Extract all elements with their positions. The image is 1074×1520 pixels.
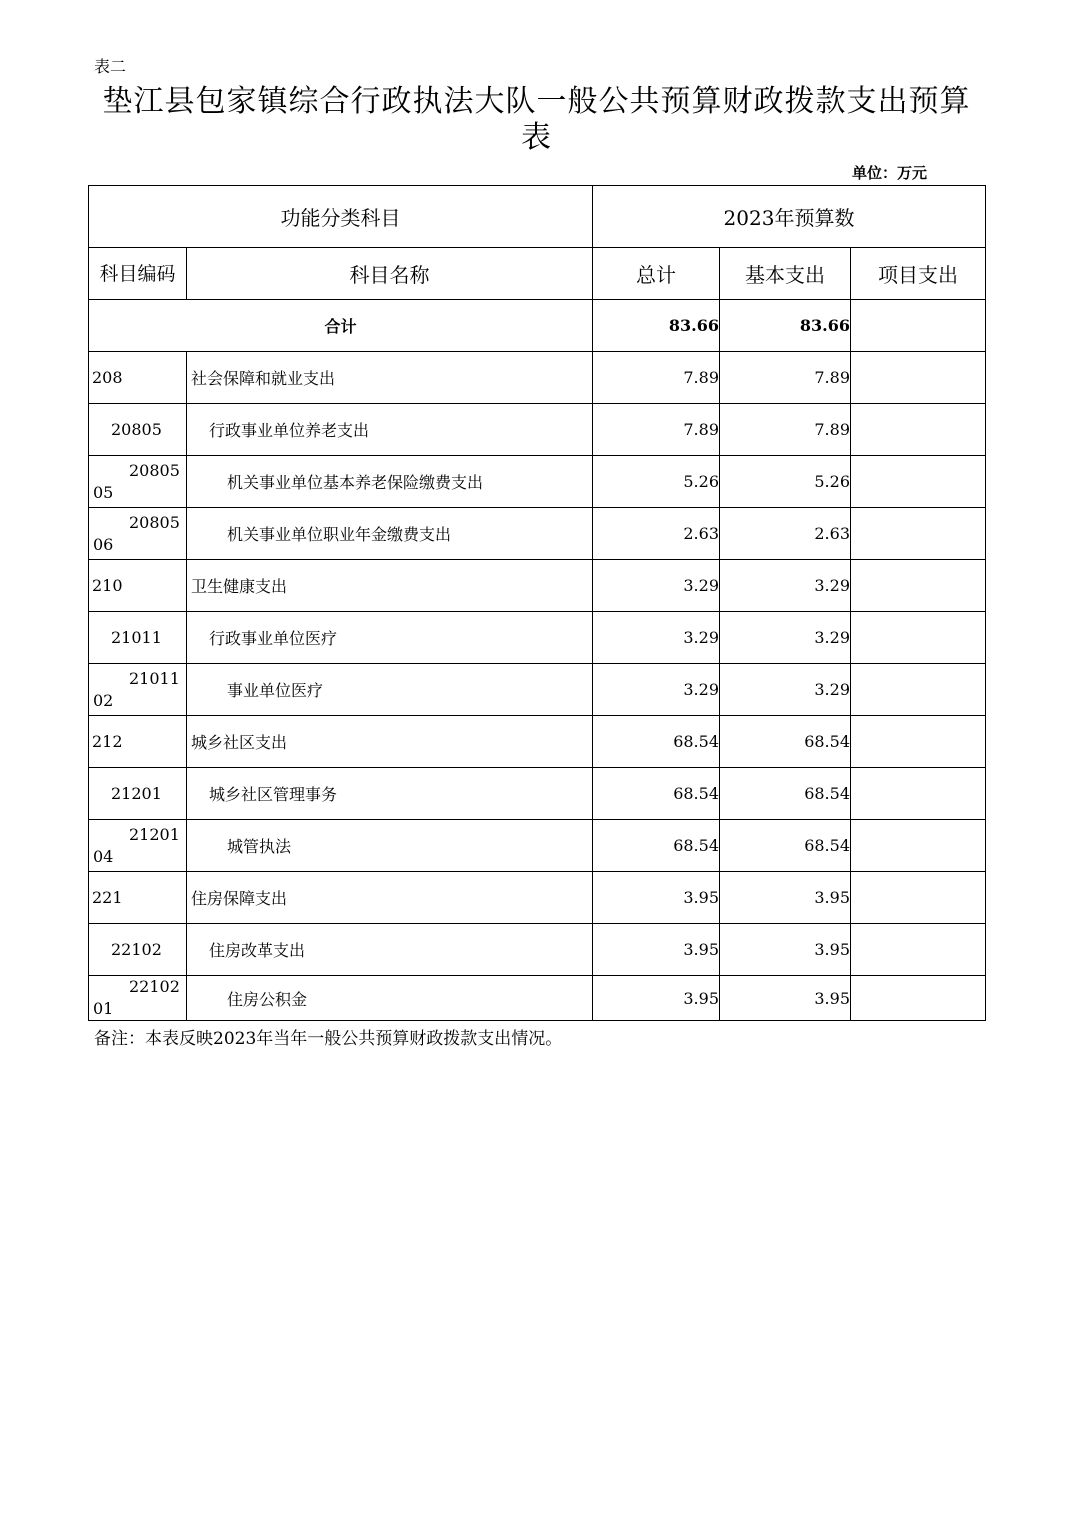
basic-cell: 68.54 (720, 768, 851, 820)
budget-year-header: 2023年预算数 (593, 186, 986, 248)
table-row (89, 612, 986, 664)
project-cell (851, 872, 986, 924)
code-cell (89, 664, 187, 716)
total-basic-cell: 83.66 (720, 300, 851, 352)
basic-cell: 68.54 (720, 820, 851, 872)
basic-cell: 5.26 (720, 456, 851, 508)
basic-column-header: 基本支出 (720, 248, 851, 300)
project-cell (851, 924, 986, 976)
code-column-header: 科目编码 (89, 248, 187, 300)
total-column-header: 总计 (593, 248, 720, 300)
total-cell: 68.54 (593, 716, 720, 768)
project-cell (851, 352, 986, 404)
project-cell (851, 976, 986, 1021)
name-cell: 城管执法 (187, 820, 593, 872)
name-cell: 社会保障和就业支出 (187, 352, 593, 404)
total-cell: 3.95 (593, 976, 720, 1021)
total-cell: 68.54 (593, 820, 720, 872)
basic-cell: 3.29 (720, 612, 851, 664)
total-cell: 3.29 (593, 560, 720, 612)
code-cell: 212 (89, 716, 187, 768)
name-column-header: 科目名称 (187, 248, 593, 300)
code-cell: 22102 (89, 924, 187, 976)
total-cell: 3.29 (593, 612, 720, 664)
basic-cell: 3.95 (720, 924, 851, 976)
code-text: 2120104 (93, 824, 180, 866)
project-cell (851, 508, 986, 560)
name-cell: 住房公积金 (187, 976, 593, 1021)
total-cell: 3.95 (593, 924, 720, 976)
name-cell: 卫生健康支出 (187, 560, 593, 612)
name-cell: 行政事业单位养老支出 (187, 404, 593, 456)
basic-cell: 3.29 (720, 664, 851, 716)
name-cell: 住房改革支出 (187, 924, 593, 976)
code-cell (89, 508, 187, 560)
table-row (89, 768, 986, 820)
project-cell (851, 664, 986, 716)
table-row (89, 560, 986, 612)
total-cell: 68.54 (593, 768, 720, 820)
total-label: 合计 (89, 300, 593, 352)
project-cell (851, 612, 986, 664)
total-cell: 3.95 (593, 872, 720, 924)
table-number-label: 表二 (94, 57, 127, 76)
code-text: 2080505 (93, 460, 180, 502)
table-row (89, 976, 986, 1021)
code-cell: 21011 (89, 612, 187, 664)
unit-label: 单位：万元 (852, 164, 928, 182)
basic-cell: 7.89 (720, 352, 851, 404)
budget-table (88, 185, 986, 1021)
code-cell: 210 (89, 560, 187, 612)
table-row (89, 456, 986, 508)
header-row-2 (89, 248, 986, 300)
footnote: 备注：本表反映2023年当年一般公共预算财政拨款支出情况。 (94, 1029, 563, 1049)
total-cell: 2.63 (593, 508, 720, 560)
basic-cell: 3.95 (720, 976, 851, 1021)
code-cell: 208 (89, 352, 187, 404)
table-row (89, 508, 986, 560)
code-cell (89, 456, 187, 508)
basic-cell: 7.89 (720, 404, 851, 456)
total-project-cell (851, 300, 986, 352)
total-cell: 7.89 (593, 404, 720, 456)
project-cell (851, 560, 986, 612)
code-text: 2210201 (93, 977, 180, 1018)
project-cell (851, 820, 986, 872)
project-cell (851, 404, 986, 456)
project-cell (851, 768, 986, 820)
table-row (89, 820, 986, 872)
code-cell: 20805 (89, 404, 187, 456)
code-cell (89, 976, 187, 1021)
name-cell: 住房保障支出 (187, 872, 593, 924)
basic-cell: 3.29 (720, 560, 851, 612)
project-cell (851, 716, 986, 768)
table-row (89, 404, 986, 456)
name-cell: 行政事业单位医疗 (187, 612, 593, 664)
code-cell: 21201 (89, 768, 187, 820)
code-cell: 221 (89, 872, 187, 924)
name-cell: 城乡社区支出 (187, 716, 593, 768)
name-cell: 城乡社区管理事务 (187, 768, 593, 820)
code-text: 2080506 (93, 512, 180, 554)
code-cell (89, 820, 187, 872)
name-cell: 机关事业单位职业年金缴费支出 (187, 508, 593, 560)
table-row (89, 872, 986, 924)
basic-cell: 2.63 (720, 508, 851, 560)
basic-cell: 3.95 (720, 872, 851, 924)
table-row (89, 352, 986, 404)
name-cell: 事业单位医疗 (187, 664, 593, 716)
total-cell: 7.89 (593, 352, 720, 404)
table-row (89, 664, 986, 716)
total-row (89, 300, 986, 352)
table-row (89, 716, 986, 768)
name-cell: 机关事业单位基本养老保险缴费支出 (187, 456, 593, 508)
total-cell: 3.29 (593, 664, 720, 716)
code-text: 2101102 (93, 668, 180, 710)
table-row (89, 924, 986, 976)
header-row-1 (89, 186, 986, 248)
basic-cell: 68.54 (720, 716, 851, 768)
page-title: 垫江县包家镇综合行政执法大队一般公共预算财政拨款支出预算表 (102, 84, 971, 155)
functional-category-header: 功能分类科目 (89, 186, 593, 248)
project-column-header: 项目支出 (851, 248, 986, 300)
total-cell: 5.26 (593, 456, 720, 508)
total-sum-cell: 83.66 (593, 300, 720, 352)
project-cell (851, 456, 986, 508)
